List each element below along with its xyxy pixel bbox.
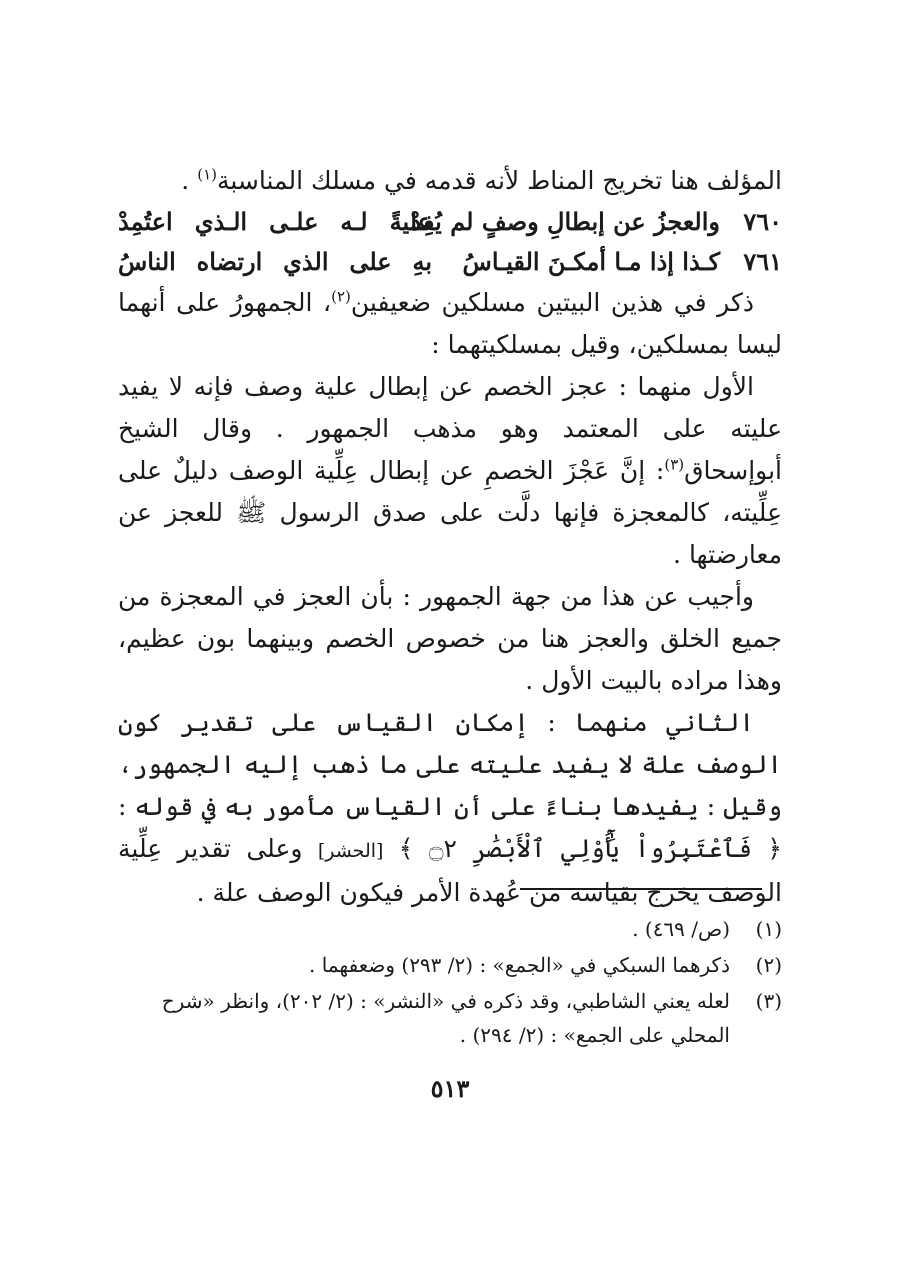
verse-760 (118, 202, 782, 242)
paragraph-text: ، الجمهورُ على أنهما ليسا بمسلكين، وقيل بمسلكيتهما : (118, 288, 782, 359)
verse-first-hemistich: كـذا إذا مـا أمكـنَ القيـاسُ (462, 247, 720, 276)
paragraph-text: الثاني منهما : إمكان القياس على تقدير كون الوصف علة لا يفيد عليته على ما ذهب إليه الجمهور، وقيل : يفيدها بناءً على أن القياس مأمور به في قوله : (118, 708, 782, 821)
paragraph-intro (118, 282, 782, 366)
verse-761 (118, 242, 782, 282)
footnote-separator (520, 888, 762, 890)
paragraph-reply (118, 576, 782, 702)
footnote-1 (118, 912, 782, 946)
verse-second-hemistich: عليةً لـه علـى الـذي اعتُمِدْ (118, 207, 432, 236)
footnote-ref-3[interactable]: (٣) (664, 455, 685, 474)
footnote-ref-2[interactable]: (٢) (331, 287, 351, 306)
quran-source: [الحشر] (317, 840, 384, 862)
paragraph-second-path (118, 702, 782, 914)
main-text (118, 160, 782, 914)
quran-verse: ﴿ فَٱعْتَبِرُواْ يَٰٓأُوْلِي ٱلْأَبْصَٰرِ ۝٢ ﴾ (398, 834, 783, 863)
verse-first-hemistich: والعجزُ عن إبطالِ وصفٍ لم يُفِدْ (410, 207, 720, 236)
paragraph-text: وعلى تقدير عِلِّية الوصف يخرج بقياسه من عُهدة الأمر فيكون الوصف علة . (118, 834, 782, 907)
continuation-end: . (181, 166, 198, 195)
footnote-number: (٢) (755, 953, 782, 977)
footnote-text: لعله يعني الشاطبي، وقد ذكره في «النشر» : (٢/ ٢٠٢)، وانظر «شرح المحلي على الجمع» : (٢/ ٢٩٤) . (161, 989, 730, 1047)
verse-second-hemistich: بهِ على الذي ارتضاه الناسُ (118, 247, 432, 276)
footnote-ref-1[interactable]: (١) (197, 165, 217, 184)
paragraph-text: الأول منهما : عجز الخصم عن إبطال علية وصف فإنه لا يفيد عليته على المعتمد وهو مذهب الجمهور . وقال الشيخ أبوإسحاق (118, 372, 782, 485)
footnote-number: (٣) (755, 989, 782, 1013)
footnote-3 (118, 984, 782, 1052)
footnotes (118, 912, 782, 1054)
continuation-line (118, 160, 782, 202)
paragraph-text: ذكر في هذين البيتين مسلكين ضعيفين (350, 288, 754, 317)
footnote-2 (118, 948, 782, 982)
footnote-text: (ص/ ٤٦٩) . (632, 917, 730, 941)
footnote-text: ذكرهما السبكي في «الجمع» : (٢/ ٢٩٣) وضعفهما . (309, 953, 730, 977)
verse-number: ٧٦١ (743, 247, 782, 276)
paragraph-first-path (118, 366, 782, 576)
footnote-number: (١) (755, 917, 782, 941)
page-number: ٥١٣ (430, 1074, 470, 1103)
continuation-text: المؤلف هنا تخريج المناط لأنه قدمه في مسلك المناسبة (216, 166, 782, 195)
verse-number: ٧٦٠ (743, 207, 782, 236)
paragraph-text: وأجيب عن هذا من جهة الجمهور : بأن العجز في المعجزة من جميع الخلق والعجز هنا من خصوص الخصم وبينهما بون عظيم، وهذا مراده بالبيت الأول . (118, 582, 782, 695)
paragraph-text: : إنَّ عَجْزَ الخصمِ عن إبطال عِلِّية الوصف دليلٌ على عِلِّيته، كالمعجزة فإنها دلَّت على صدق الرسول ﷺ للعجز عن معارضتها . (118, 456, 782, 569)
